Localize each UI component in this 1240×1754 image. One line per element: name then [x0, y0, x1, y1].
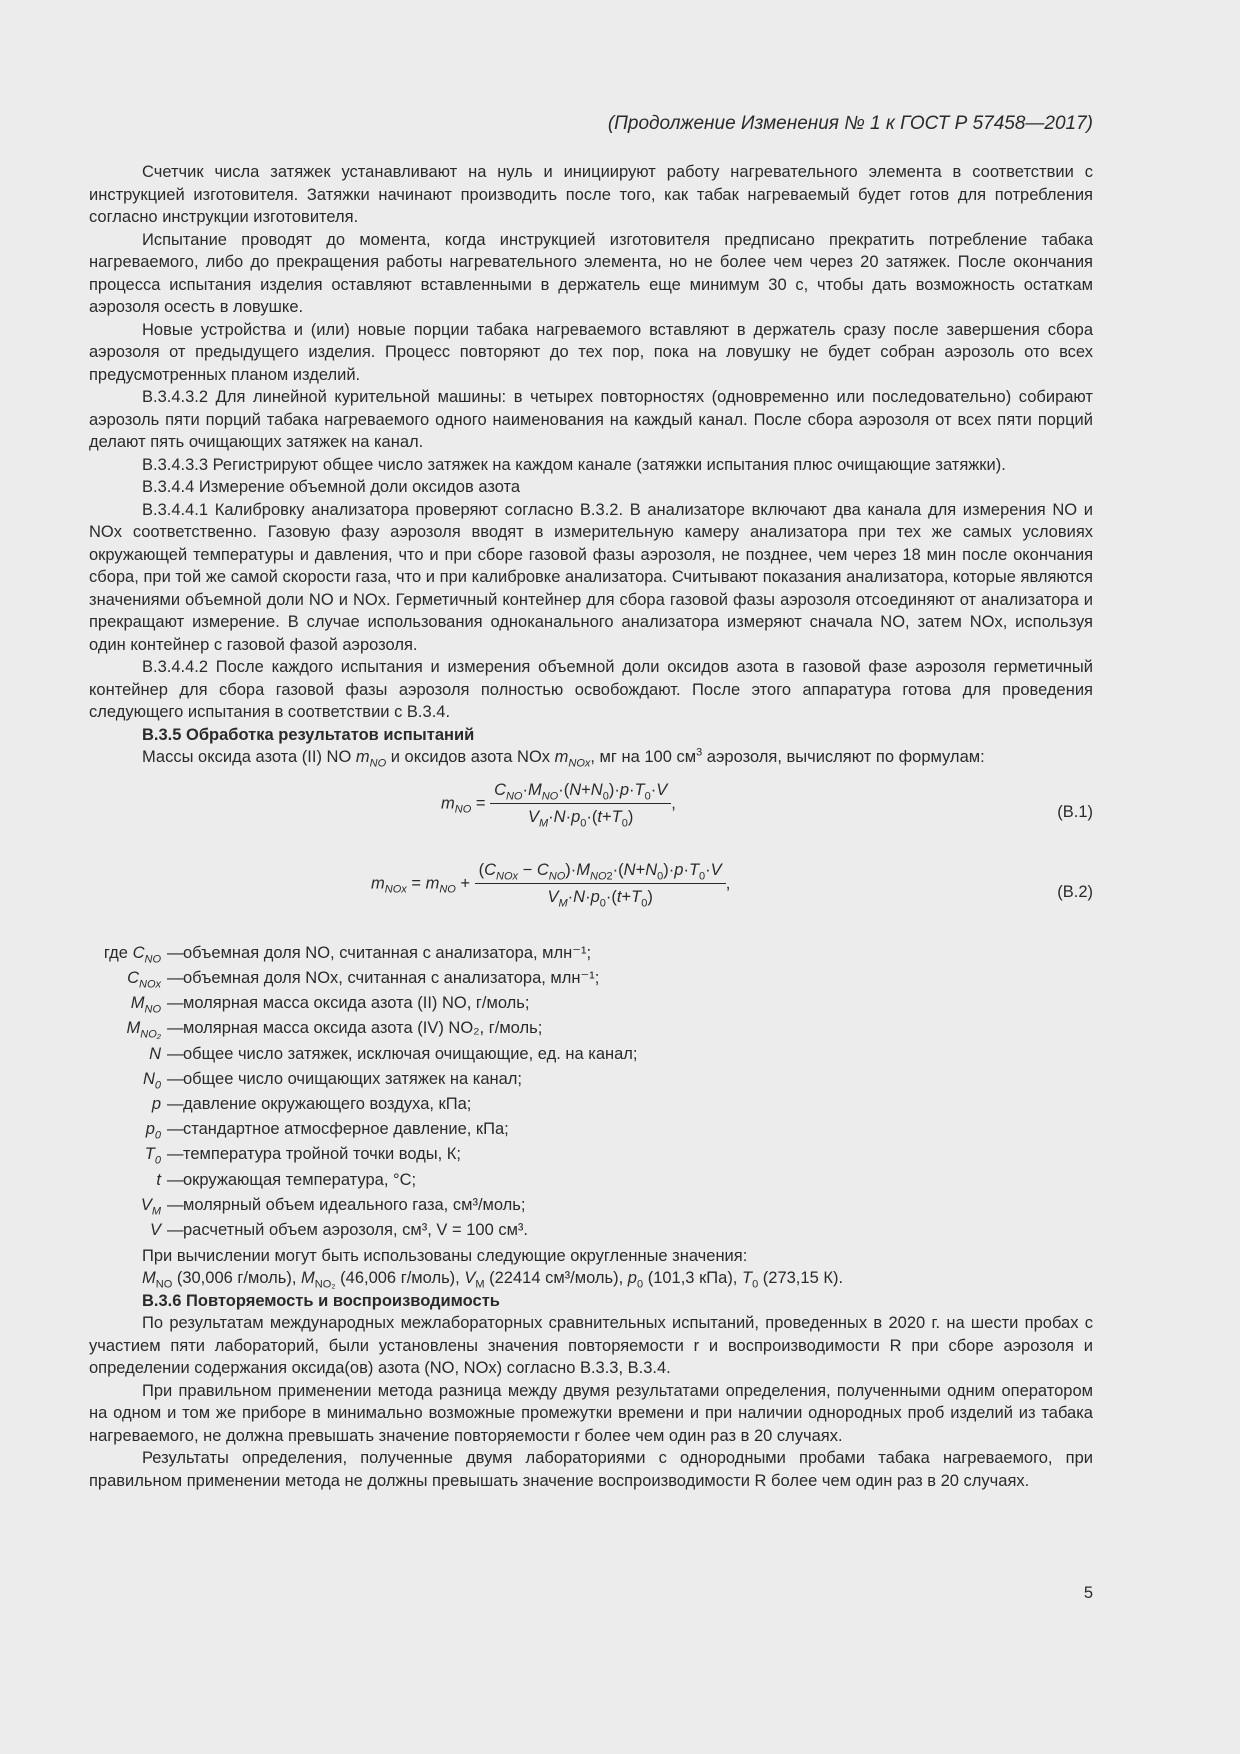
definition-row [89, 1066, 1093, 1091]
definition-symbol: $p_0$ [145, 1120, 161, 1142]
definition-dash: — [167, 1145, 184, 1164]
definition-dash: — [167, 1170, 184, 1189]
paragraph-formula-intro: Массы оксида азота (II) NO $m_{NO}$ и оксидов азота NOx $m_{NOx}$, мг на 100 $см^3$ аэрозоля, вычисляют по формулам: [142, 746, 985, 770]
definition-symbol: N [149, 1044, 161, 1063]
definition-symbol: t [156, 1170, 161, 1189]
definition-row [89, 991, 1093, 1016]
definition-text: молярная масса оксида азота (IV) NO₂, г/моль; [183, 1019, 543, 1038]
definition-dash: — [167, 1195, 184, 1214]
definition-text: общее число затяжек, исключая очищающие, ед. на канал; [183, 1044, 638, 1063]
definition-row [89, 1218, 1093, 1243]
definition-text: общее число очищающих затяжек на канал; [183, 1069, 522, 1088]
paragraph: В.3.4.3.3 Регистрируют общее число затяжек на каждом канале (затяжки испытания плюс очищающие затяжки). [142, 455, 1006, 474]
definition-dash: — [167, 1044, 184, 1063]
paragraph: В.3.4.4 Измерение объемной доли оксидов азота [142, 478, 521, 496]
definition-symbol: p [151, 1094, 161, 1113]
section-heading: В.3.6 Повторяемость и воспроизводимость [142, 1291, 500, 1310]
formula-number: (В.2) [1057, 882, 1093, 901]
formula-b2: $m_{NOx} = m_{NO}$ + $\frac{(C_{NOx} - C_{NO})\cdot M_{NO2}\cdot(N+N_0)\cdot p\cdot T_0\cdot V}{V_M\cdot N\cdot p_0\cdot(t+T_0)}$ , (В.2) [371, 860, 1093, 910]
definition-row [89, 1016, 1093, 1041]
document-body [89, 161, 1093, 1492]
definition-symbol: V [149, 1220, 161, 1239]
definition-dash: — [167, 994, 184, 1013]
paragraph: По результатам международных межлабораторных сравнительных испытаний, проведенных в 2020 г. на шести пробах с участием пяти лабораторий, были установлены значения повторяемости r и воспроизводимости R при сборе аэрозоля и определении содержания оксида(ов) азота (NO, NOx) согласно В.3.3, В.3.4. [89, 1314, 1093, 1378]
paragraph: При правильном применении метода разница между двумя результатами определения, полученными одним оператором на одном и том же приборе в минимально возможные промежутки времени и при наличии однородных проб изделий из табака нагреваемого, не должна превышать значение повторяемости r более чем один раз в 20 случаях. [89, 1381, 1093, 1445]
paragraph: Новые устройства и (или) новые порции табака нагреваемого вставляют в держатель сразу после завершения сбора аэрозоля от предыдущего изделия. Процесс повторяют до тех пор, пока на ловушку не будет собран аэрозоль ото всех предусмотренных планом изделий. [89, 320, 1093, 384]
rounded-values: $M_{NO}$ (30,006 г/моль), $M_{NO_2}$ (46,006 г/моль), $V_M$ (22414 см³/моль), $p_0$ (101,3 кПа), $T_0$ (273,15 К). [142, 1269, 844, 1291]
formula-b1: $m_{NO}$ = $\frac{C_{NO}\cdot M_{NO}\cdot(N+N_0)\cdot p\cdot T_0\cdot V}{V_M\cdot N\cdot p_0\cdot(t+T_0)}$ , (В.1) [441, 780, 1093, 830]
paragraph: В.3.4.4.2 После каждого испытания и измерения объемной доли оксидов азота в газовой фазе аэрозоля герметичный контейнер для сбора газовой фазы аэрозоля полностью освобождают. После этого аппаратура готова для проведения следующего испытания в соответствии с В.3.4. [89, 658, 1093, 721]
page-header: (Продолжение Изменения № 1 к ГОСТ Р 57458—2017) [607, 113, 1093, 134]
definition-dash: — [167, 969, 184, 988]
definition-text: температура тройной точки воды, К; [183, 1145, 462, 1164]
definition-text: объемная доля NOx, считанная с анализатора, млн⁻¹; [183, 969, 600, 988]
definition-symbol: где $C_{NO}$ [103, 943, 161, 966]
paragraph: В.3.4.3.2 Для линейной курительной машины: в четырех повторностях (одновременно или последовательно) собирают аэрозоль пяти порций табака нагреваемого одного наименования на каждый канал. После сбора аэрозоля от всех пяти порций делают пять очищающих затяжек на канал. [89, 388, 1093, 451]
definition-row [89, 1117, 1093, 1142]
definition-dash: — [167, 943, 184, 962]
paragraph: При вычислении могут быть использованы следующие округленные значения: [142, 1246, 748, 1265]
definition-text: объемная доля NO, считанная с анализатора, млн⁻¹; [183, 943, 592, 962]
definition-dash: — [167, 1069, 184, 1088]
definition-text: молярная масса оксида азота (II) NO, г/моль; [183, 994, 530, 1013]
page-number: 5 [1083, 1584, 1093, 1602]
definition-text: стандартное атмосферное давление, кПа; [183, 1120, 509, 1139]
definition-symbol: $V_M$ [140, 1195, 161, 1218]
paragraph: В.3.4.4.1 Калибровку анализатора проверяют согласно В.3.2. В анализаторе включают два канала для измерения NO и NOx соответственно. Газовую фазу аэрозоля вводят в измерительную камеру анализатора при тех же самых условиях окружающей температуры и давления, что и при сборе газовой фазы аэрозоля, не позднее, чем через 18 мин после окончания сбора, при той же самой скорости газа, что и при калибровке анализатора. Считывают показания анализатора, которые являются значениями объемной доли NO и NOx. Герметичный контейнер для сбора газовой фазы аэрозоля отсоединяют от анализатора и прекращают измерение. В случае использования одноканального анализатора измеряют сначала NO, затем NOx, используя один контейнер с газовой фазой аэрозоля. [89, 500, 1093, 654]
definition-row [89, 941, 1093, 966]
definition-text: давление окружающего воздуха, кПа; [183, 1094, 472, 1113]
definition-symbol: $N_0$ [142, 1069, 161, 1092]
definition-text: расчетный объем аэрозоля, см³, V = 100 см³. [183, 1220, 529, 1239]
definition-row [89, 1192, 1093, 1217]
definition-row [89, 1092, 1093, 1117]
paragraph: Результаты определения, полученные двумя лабораториями с однородными пробами табака нагреваемого, при правильном применении метода не должны превышать значение воспроизводимости R более чем один раз в 20 случаях. [89, 1449, 1093, 1490]
definition-symbol: $C_{NOx}$ [127, 969, 161, 991]
definitions-list [89, 941, 1093, 1243]
definition-symbol: $T_0$ [144, 1145, 161, 1167]
definition-row [89, 1167, 1093, 1192]
definition-dash: — [167, 1094, 184, 1113]
section-heading: В.3.5 Обработка результатов испытаний [142, 725, 475, 744]
definition-dash: — [167, 1019, 184, 1038]
formula-number: (В.1) [1057, 802, 1093, 821]
definition-symbol: $M_{NO_2}$ [126, 1019, 161, 1041]
definition-row [89, 1142, 1093, 1167]
definition-row [89, 1041, 1093, 1066]
paragraph: Испытание проводят до момента, когда инструкцией изготовителя предписано прекратить потребление табака нагреваемого, либо до прекращения работы нагревательного элемента, но не более чем через 20 затяжек. После окончания процесса испытания изделия оставляют вставленными в держатель еще минимум 30 с, чтобы дать возможность остаткам аэрозоля осесть в ловушке. [89, 230, 1093, 316]
definition-dash: — [167, 1220, 184, 1239]
definition-text: молярный объем идеального газа, см³/моль; [183, 1195, 526, 1214]
definition-text: окружающая температура, °C; [183, 1170, 417, 1189]
definition-symbol: $M_{NO}$ [130, 994, 161, 1016]
definition-dash: — [167, 1120, 184, 1139]
definition-row [89, 966, 1093, 991]
paragraph: Счетчик числа затяжек устанавливают на нуль и инициируют работу нагревательного элемента в соответствии с инструкцией изготовителя. Затяжки начинают производить после того, как табак нагреваемый будет готов для потребления согласно инструкции изготовителя. [89, 163, 1093, 226]
